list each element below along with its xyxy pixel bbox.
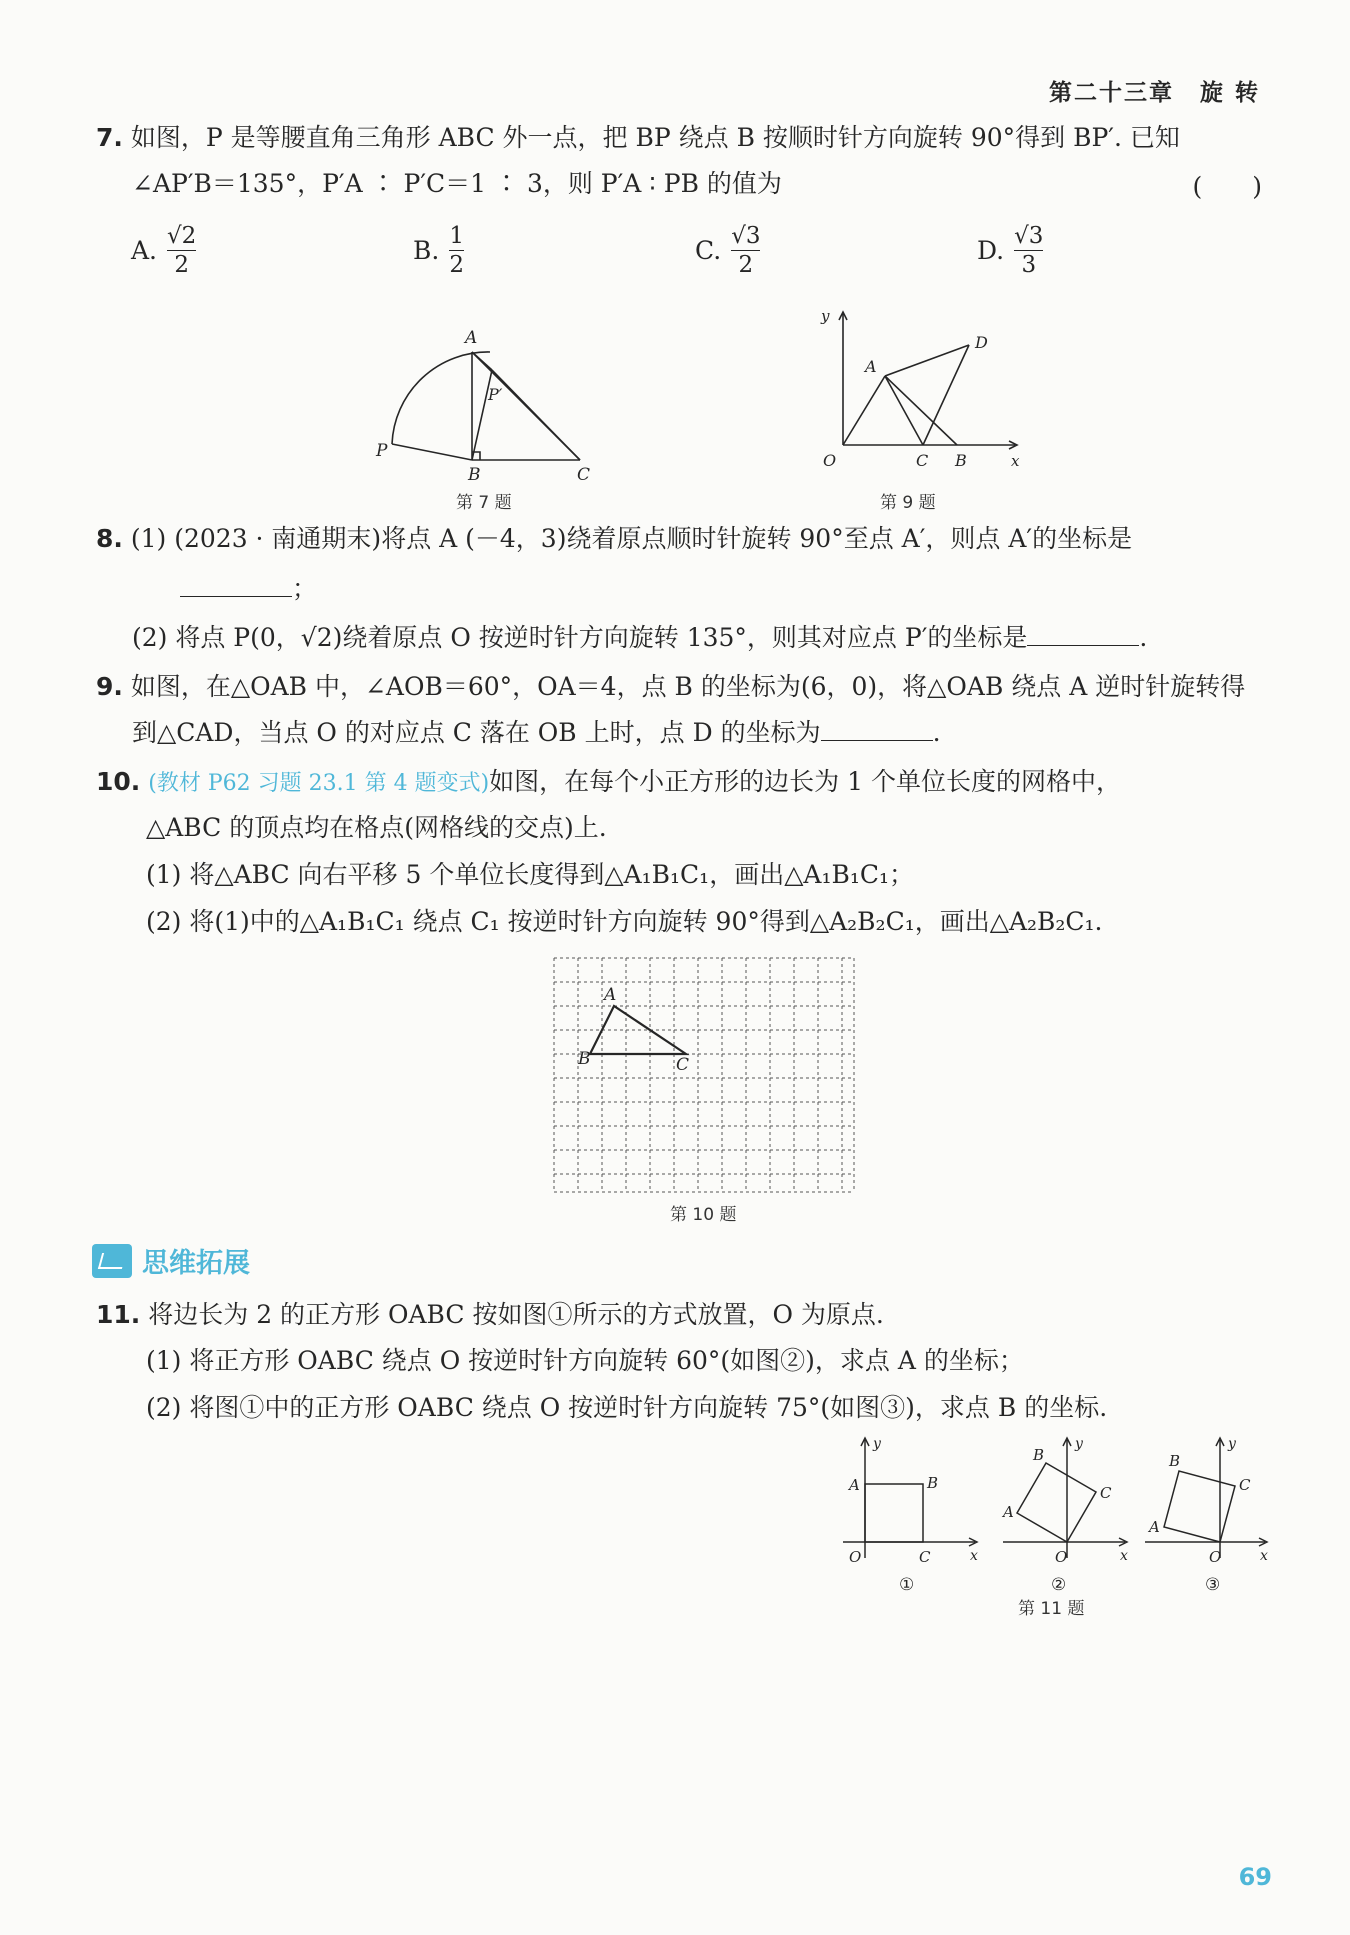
denominator: 3 [1021,252,1037,278]
fig11c-label-o: O [1209,1548,1222,1566]
fraction [1014,222,1043,279]
chapter-number: 第二十三章 [1048,80,1174,106]
fig11a-label-o: O [849,1548,862,1566]
chapter-header [1049,74,1260,107]
fig11a-label-y: y [873,1436,881,1452]
fig10-label-a: A [604,985,617,1005]
q11-text1: 将边长为 2 的正方形 OABC 按如图①所示的方式放置，O 为原点. [148,1300,884,1329]
denominator: 2 [738,252,754,278]
fig9-label-y: y [821,307,830,325]
q9-line2 [132,716,941,750]
q10-part2: (2) 将(1)中的△A₁B₁C₁ 绕点 C₁ 按逆时针方向旋转 90°得到△A₂B₂C₁，画出△A₂B₂C₁. [146,907,1103,936]
section-header [92,1241,250,1280]
q8-line1 [96,522,1132,556]
q11-line1 [96,1298,884,1332]
q11-number: 11. [96,1300,141,1329]
q11-caption: 第 11 题 [1018,1599,1085,1619]
pencil-badge-icon [92,1244,132,1278]
fig10-label-b: B [578,1049,591,1069]
fig11a-label-a: A [849,1476,860,1494]
q7-option-c [695,222,760,279]
q10-source-note: (教材 P62 习题 23.1 第 4 题变式) [148,771,490,796]
q8-semicolon: ； [292,574,318,603]
fig9-label-d: D [975,333,988,352]
q9-figure [805,300,1035,485]
section-title: 思维拓展 [142,1248,250,1279]
fig7-label-a: A [465,328,478,348]
q7-line2: ∠AP′B＝135°，P′A ∶ P′C＝1 ∶ 3，则 P′A ∶ PB 的值为 [132,169,782,198]
q9-text1: 如图，在△OAB 中，∠AOB＝60°，OA＝4，点 B 的坐标为(6，0)，将△OAB 绕点 A 逆时针旋转得 [130,672,1246,701]
q10-line1 [96,765,1121,801]
fig9-label-o: O [823,451,837,470]
q7-answer-parens: ( ) [1192,172,1262,201]
q8-answer-line1 [180,572,317,606]
q11-part2: (2) 将图①中的正方形 OABC 绕点 O 按逆时针方向旋转 75°(如图③)，求点 B 的坐标. [146,1393,1108,1422]
fig11c-label-b: B [1169,1452,1181,1470]
fig10-label-c: C [676,1055,690,1075]
fig7-label-p: P [376,441,388,461]
q8-text1: (1) (2023 · 南通期末)将点 A (－4，3)绕着原点顺时针旋转 90°至点 A′，则点 A′的坐标是 [130,524,1133,553]
denominator: 2 [449,252,464,278]
q7-option-a [131,222,196,279]
fig7-label-c: C [577,465,591,485]
fig11-sub-2: ② [1051,1575,1067,1595]
fig11b-label-x: x [1120,1548,1128,1564]
q7-option-b [413,222,464,279]
q8-line2 [132,621,1147,655]
fig11a-label-c: C [919,1548,931,1566]
fig11c-label-y: y [1228,1436,1236,1452]
answer-blank[interactable] [821,716,933,741]
q8-period: . [1139,623,1148,652]
fig11b-label-o: O [1055,1548,1068,1566]
fig11c-label-x: x [1260,1548,1268,1564]
fig11-sub-3: ③ [1205,1575,1221,1595]
q7-figure [370,320,600,490]
fraction [449,222,464,279]
q9-number: 9. [96,672,123,701]
q11-part1: (1) 将正方形 OABC 绕点 O 按逆时针方向旋转 60°(如图②)，求点 A 的坐标； [146,1346,1024,1375]
option-label: C. [695,236,722,265]
fig9-label-b: B [955,451,967,470]
chapter-title: 旋 转 [1199,80,1260,106]
q9-period: . [932,718,941,747]
q9-line1 [96,670,1245,704]
numerator: √3 [731,223,761,249]
q10-text1: 如图，在每个小正方形的边长为 1 个单位长度的网格中， [489,767,1121,796]
q8-text2: (2) 将点 P(0，√2)绕着原点 O 按逆时针方向旋转 135°，则其对应点 P′的坐标是 [132,623,1028,652]
fig11b-label-b: B [1033,1446,1045,1464]
q7-text1: 如图，P 是等腰直角三角形 ABC 外一点，把 BP 绕点 B 按顺时针方向旋转 90°得到 BP′. 已知 [130,123,1180,152]
q9-caption: 第 9 题 [880,493,936,513]
numerator: √3 [1014,223,1044,249]
answer-blank[interactable] [1027,621,1139,646]
fig11-sub-1: ① [899,1575,915,1595]
option-label: A. [131,236,158,265]
option-label: B. [413,236,440,265]
denominator: 2 [174,252,189,278]
fig7-label-b: B [468,465,481,485]
fig9-label-x: x [1011,452,1020,470]
q10-part1: (1) 将△ABC 向右平移 5 个单位长度得到△A₁B₁C₁，画出△A₁B₁C₁； [146,860,915,889]
fig7-label-p-prime: P′ [488,385,503,404]
q10-grid-figure [552,956,862,1196]
answer-blank[interactable] [180,572,292,597]
fraction [731,222,760,279]
fig9-label-c: C [916,451,929,470]
q7-line1 [96,121,1180,155]
fig11c-label-c: C [1239,1476,1251,1494]
numerator: √2 [167,223,197,249]
fig9-label-a: A [865,357,877,376]
fig11a-label-x: x [970,1548,978,1564]
fig11b-label-y: y [1075,1436,1083,1452]
fig11a-label-b: B [927,1474,939,1492]
q9-text2: 到△CAD，当点 O 的对应点 C 落在 OB 上时，点 D 的坐标为 [132,718,821,747]
q10-line2: △ABC 的顶点均在格点(网格线的交点)上. [146,813,607,842]
fig11b-label-c: C [1100,1484,1112,1502]
fig11b-label-a: A [1003,1503,1014,1521]
fraction [167,222,196,279]
option-label: D. [977,236,1005,265]
fig11c-label-a: A [1149,1518,1160,1536]
q10-caption: 第 10 题 [670,1205,737,1225]
q8-number: 8. [96,524,123,553]
q10-number: 10. [96,767,141,796]
q7-option-d [977,222,1043,279]
page-number: 69 [1238,1863,1272,1891]
q7-number: 7. [96,123,123,152]
numerator: 1 [449,223,464,249]
q7-caption: 第 7 题 [456,493,512,513]
